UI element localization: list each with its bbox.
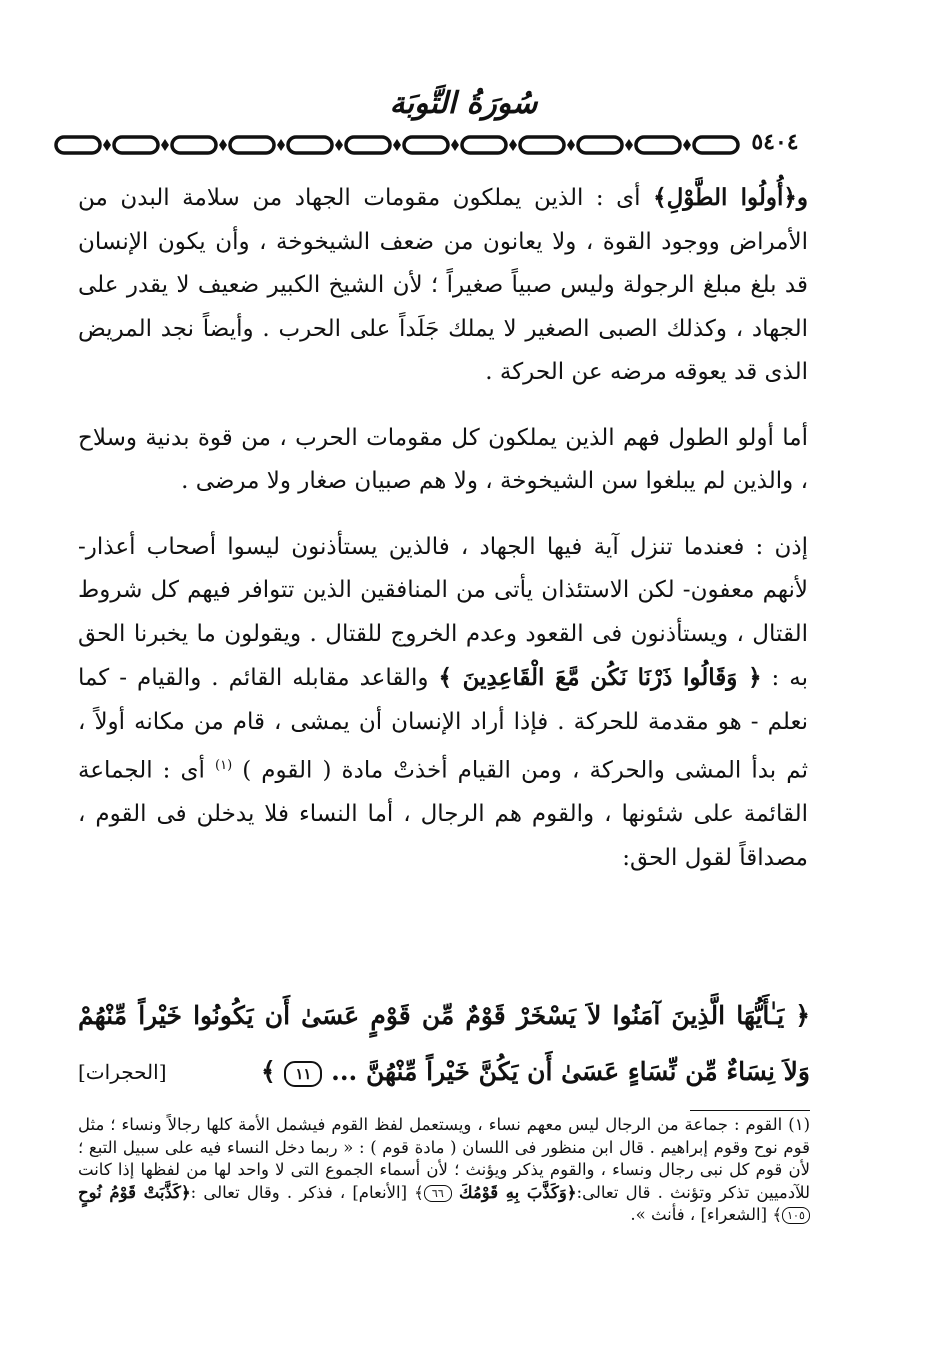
paragraph-text: والقاعد مقابله القائم . والقيام - كما نعلم - هو مقدمة للحركة . فإذا أراد الإنسان أن يمشى ، قام من مكانه أولاً ، ثم بدأ المشى والحركة ، ومن القيام أخذتْ مادة ( القوم ) [78,665,808,784]
quran-verse [78,988,810,1100]
paragraph-text: أما أولو الطول فهم الذين يملكون كل مقومات الحرب ، من قوة بدنية وسلاح ، والذين لم يبلغوا سن الشيخوخة ، ولا هم صبيان صغار ولا مرضى . [78,424,808,494]
quran-quote: و﴿أُولُوا الطَّوْلِ﴾ [653,184,809,211]
ornamental-border [52,132,812,158]
footnote-text: ﴾ [الشعراء] ، فأنث ». [630,1205,782,1224]
footnote-paragraph [78,1114,810,1227]
footnote-number: (١) [788,1115,810,1134]
footnote-text: القوم : جماعة من الرجال ليس معهم نساء ، ويستعمل لفظ القوم فيشمل الأمة كلها رجالاً ونساء ؛ مثل قوم نوح وقوم إبراهيم . قال ابن منظور فى اللسان ( مادة قوم ) : « ربما دخل النساء فيه على سبيل التبع ؛ لأن قوم كل نبى رجال ونساء ، والقوم يذكر ويؤنث ؛ لأن أسماء الجموع التى لا واحد لها من لفظها إذا كانت للآدميين تذكر وتؤنث . قال تعالى: [78,1115,810,1202]
ayah-number-badge: ١٠٥ [782,1207,810,1224]
verse-closing-bracket: ﴾ [261,1057,276,1086]
paragraph-1 [78,176,808,395]
paragraph-text: أى : الجماعة القائمة على شئونها ، والقوم هم الرجال ، أما النساء فلا يدخلن فى القوم ، مصداقاً لقول الحق: [78,757,808,871]
page-number: ٥٤٠٤ [740,128,810,156]
ayah-number-badge: ٦٦ [424,1185,452,1202]
footnote-quote: ﴿وَكَذَّبَ بِهِ قَوْمُكَ [458,1182,577,1202]
quran-quote: ﴿ وَقَالُوا ذَرْنَا نَكُن مَّعَ الْقَاعِدِينَ ﴾ [438,664,762,691]
ayah-number-badge: ١١ [284,1061,322,1087]
verse-line-2 [78,1044,810,1100]
surah-title: سُورَةُ التَّوبَة [389,86,538,121]
footnote-text: ﴾ [الأنعام] ، فذكر . وقال تعالى : [190,1182,424,1202]
footnote-marker: (١) [215,758,233,773]
paragraph-text: أى : الذين يملكون مقومات الجهاد من سلامة البدن من الأمراض ووجود القوة ، ولا يعانون من ضعف الشيخوخة ، وأن يكون الإنسان قد بلغ مبلغ الرجولة وليس صبياً صغيراً ؛ لأن الشيخ الكبير ضعيف لا يقدر على الجهاد ، وكذلك الصبى الصغير لا يملك جَلَداً على الحرب . وأيضاً نجد المريض الذى قد يعوقه مرضه عن الحركة . [78,185,808,385]
body-text [78,176,808,880]
surah-reference: [الحجرات] [78,1060,167,1084]
verse-line-1: ﴿ يَـٰأَيُّهَا الَّذِينَ آمَنُوا لاَ يَسْخَرْ قَوْمٌ مِّن قَوْمٍ عَسَىٰ أَن يَكُونُوا خَيْراً مِّنْهُمْ [78,1001,810,1030]
paragraph-2 [78,417,808,504]
paragraph-3 [78,526,808,881]
footnote [78,1114,810,1227]
verse-text: وَلاَ نِسَاءٌ مِّن نِّسَاءٍ عَسَىٰ أَن يَكُنَّ خَيْراً مِّنْهُنَّ ... [331,1057,810,1086]
paragraph-text: إذن : فعندما تنزل آية فيها الجهاد ، فالذين يستأذنون ليسوا أصحاب أعذار- لأنهم معفون- لكن الاستئذان يأتى من المنافقين الذين تتوافر فيهم كل شروط القتال ، ويستأذنون فى القعود وعدم الخروج للقتال . ويقولون ما يخبرنا الحق به : [78,533,808,691]
footnote-quote: ﴿كَذَّبَتْ قَوْمُ نُوحٍ [78,1182,191,1202]
footnote-divider [690,1110,810,1111]
